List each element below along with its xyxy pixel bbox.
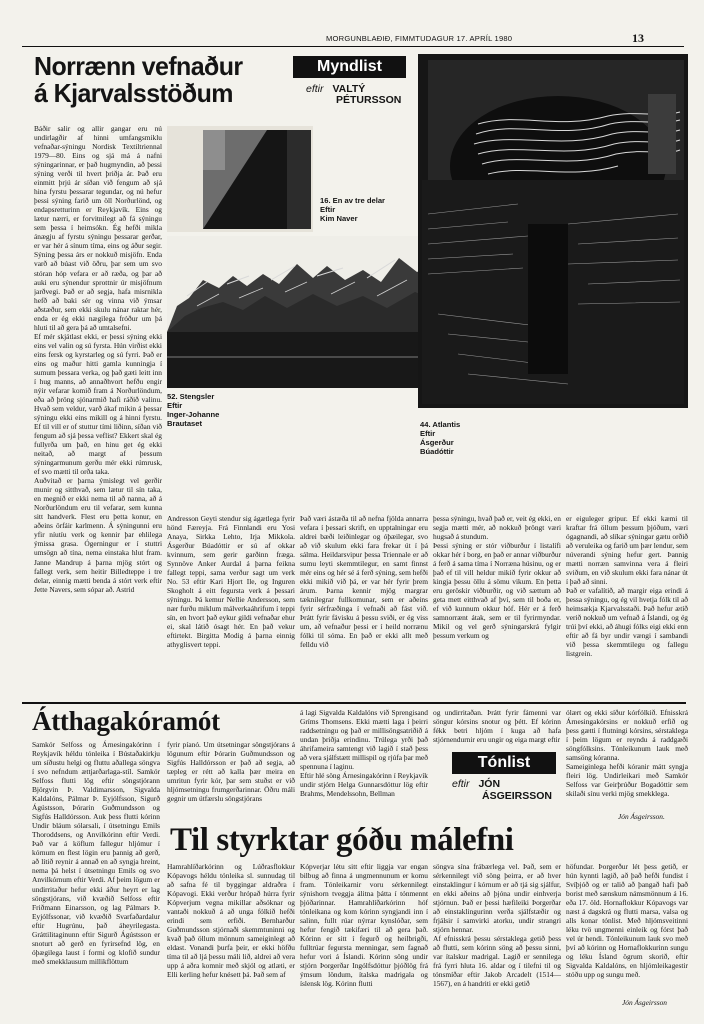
caption-52-name2: Brautaset: [167, 419, 203, 429]
caption-16-title: 16. En av tre delar: [320, 196, 386, 205]
article1-col2: Andresson Geyti stendur sig ágætlega fyrir hönd Færeyja. Frá Finnlandi eru Yosi Anaya, Sirkka Lehto, Irja Mikkola. Ásgerður Búadóttir er sú af okkar kvinnum, sem gerir garðinn fræga. Synnöve Anker Aurdal á þarna feikna fallegt teppi, sama verður sagt um verk No. 53 eftir Kari Hjort Ile, og Inguren Skogholt á eitt fegursta verk á þessari sýningu. Þá kemur Nellie Andersson, sem nær furðu miklum málverkaáhrifum í teppi sín, en hvort það eykur gildi vefnaðar ehur ei, skal látið ósagt hér. En það vekur eftirtekt. Birgitta Modig á þarna einnig athyglisvert teppi.: [167, 514, 295, 650]
caption-52-title: 52. Stengsler: [167, 392, 215, 401]
figure-44-image: [418, 54, 688, 408]
caption-52: [167, 392, 287, 428]
article1-col4: þessa sýningu, hvað það er, veit ég ekki, en segja mætti mér, að nokkuð þröngt væri hugsað á stundum. Þessi sýning er stór viðburður í listalífi okkar hér í borg, en það er annar viðburður á ferð á sama tíma í Norræna húsinu, og er það ef til vill heldur mikið fyrir okkur að kingja þessu öllu á sömu vikum. En þetta eru geröskir viðburðir, og við sættum að geta mett eitthvað af því, sem til boða er, ef við kunnum okkur hóf. Hér er á ferð samnorrænt átak, sem er til fyrirmyndar. Mikil og vel gerð sýningarskrá fylgir þessum verkum og: [433, 514, 561, 641]
caption-16: [320, 196, 416, 223]
byline2-name2: ÁSGEIRSSON: [482, 790, 553, 802]
article2-byline: [452, 778, 552, 802]
header-rule: [22, 46, 684, 47]
article-divider: [22, 702, 686, 704]
article3-col3: söngva sína frábærlega vel. Það, sem er sérkennilegt við söng þeirra, er að hver einstaklingur í kórnum er að tjá sig sjálfur, en ekki aðeins að þjóna undir einhverja stjórnun. Það er þessi hæfileiki Þorgerðar að einstaklingurinn verða sjálfstæðir og frjálsir í samvirki atorku, undir strangri stjórn hennar. Af efnisskrá þessu sérstaklega getið þess að flutti, sem kórinn söng að þessu sinni, var ítalskur madrigal. Lagið er sennilega frá fyrri hluta 16. aldar og í tilefni til og tónsmíðar eftir Jakob Arcadelt (1514—1567), en á handriti er ekki getið: [433, 862, 561, 989]
tonlist-label: Tónlist: [452, 752, 556, 774]
article2-signature: Jón Ásgeirsson.: [618, 812, 665, 821]
byline2-prefix: eftir: [452, 778, 470, 790]
article1-title-line2: á Kjarvalsstöðum: [34, 78, 233, 108]
caption-44-by: Eftir: [420, 429, 436, 439]
byline-prefix: eftir: [306, 83, 324, 95]
caption-44-name2: Búadóttir: [420, 447, 454, 457]
caption-44-title: 44. Atlantis: [420, 420, 461, 429]
article1-title: [34, 53, 293, 107]
article2-col2: fyrir píanó. Um útsetningar söngstjórans á lögunum eftir Þórarin Guðmundsson og Sigfús Halldórsson er það að segja, að tæpleg er rétt að kalla þær meira en umritun fyrir kór, þar sem stuðst er við hljómsetningu frumgerðarinnar. Öðru máli gegnir um útfærslu söngstjórans: [167, 740, 295, 804]
article3-col1: Hamrahlíðarkórinn og Lúðrasflokkur Kópavogs héldu tónleika sl. sunnudag til að safna fé til byggingar aldraðra í Kópavogi. Ekki verður hrópað húrra fyrir Kópverjum vegna mikillar aðsóknar og vantaði nokkuð á að unga fólkið hefði erindi sem erfiði. Bernharður Guðmundsson stjórnaði skemmtuninni og kvað það öllum mönnum sameiginlegt að eldast. Vonandi þurfa þeir, er ekki höfðu tíma til að ljá þessu máli lið, aldrei að vera upp á aðra komnir með skjól og atlæti, er Elli kerling hefur knésett þá. Það sem af: [167, 862, 295, 980]
figure-16-image: [167, 126, 313, 232]
article2-col4: og undirritaðan. Þrátt fyrir fámenni var söngur kórsins snotur og þétt. Ef kórinn fékk betri hljóm í kuga að hafa stjórnendurnir eru ungir og eiga margt eftir: [433, 708, 561, 745]
article3-signature: Jón Ásgeirsson: [622, 998, 667, 1007]
caption-44: [420, 420, 520, 456]
masthead-date: MORGUNBLAÐIÐ, FIMMTUDAGUR 17. APRÍL 1980: [326, 34, 513, 43]
article3-col4: höfundar. Þorgerður lét þess getið, er hún kynnti lagið, að það hefði fundist í Svíþjóð og er talið að þangað hafi það borist með sænskum námsmönnum á 16. eða 17. öld. Hornaflokkur Kópavogs var næst á dagskrá og flutti marsa, valsa og alls konar tónlist. Með hljómsveitinni léku tvö ungmenni einleik og fórst það vel úr hendi. Tónleikunum lauk svo með því að kórinn og Hornaflokkurinn sungu og léku Ísland ögrum skorið, eftir Sigvalda Kaldalóns, en hljómleikagestir stóðu upp og sungu með.: [566, 862, 688, 980]
article2-col3: á lagi Sigvalda Kaldalóns við Sprengisand Gríms Thomsens. Ekki mætti laga í þeirri raddsetningu og það er millisöngsatriðið á undan þriðja erindinu. Trúlega yrði það áhrifameira samtengt við lagið í stað þess að vera sjálfstætt millispil og rjúfa þar með spennuna í laginu. Eftir hlé söng Árnesingakórinn í Reykjavík undir stjórn Helga Gunnarsdóttur lög eftir Brahms, Mendelssohn, Bellman: [300, 708, 428, 799]
article3-title: Til styrktar góðu málefni: [170, 822, 514, 858]
article1-byline: [306, 84, 401, 106]
article2-col1: Samkór Selfoss og Árnesingakórinn í Reykjavík héldu tónleika í Bústaðakirkju um síðustu helgi og fluttu aðallega söngva í svo nefndum ættjarðarlaga-stíl. Samkór Selfoss flutti lög eftir söngstjórann Björgvin Þ. Valdimarsson, Sigvalda Kaldalóns, Pálmar Þ. Eyjólfsson, Sigurð Ágústsson, Þórarin Guðmundsson og Sigfús Halldórsson. Auk þess flutti kórinn Undir bláum sólarsali, í útsetningu Emils Thoroddsens, og Anvilkórinn eftir Verdi. Það var á köflum fallegur hljómur í kórnum en flest lögin eru þannig að gerð, að lítið reynir á annað en að syngja hreint, nema þá helst í útsetningu Emils og svo Anvilkórnum eftir Verdi. Af þeim lögum er undirritaður hefur ekki áður heyrt er lag söngstjórans, við kvæðið Selfoss eftir Friðmann Einarsson, og lag Pálmars Þ. Eyjólfssonar, við kvæðið Svarfaðardalur eftir Hugrúnu, það áheyrilegasta. Gráttilitaginunn eftir Sigurð Ágústsson er snoturt að gerð en fyrirsefnd lög, en óþægilega laust í formi og klofið sundur með smekklausum millikflöttum: [32, 740, 160, 966]
article1-col3: Það væri ástæða til að nefna fjölda annarra vefara í þessari skrift, en upptalningar eru aldrei bæði leiðinlegar og óþæilegar, svo að við skulum ekki fara frekar út í þá sálma. Heildarsvipur þessa Triennale er að sumu leyti skemmtilegur, en samt finnst mér eins og hér sé á ferð sýning, sem hefði ekki mikið við þá, er var hér fyrir þrem árum. Þarna kennir mjög margrar tæknilegrar fullkomunar, sem er aðeins fyrir sérfræðinga í vefnaði að fást við. Þrátt fyrir fávisku á þessu sviði, er ég viss um, að vefnaður þessi er í heild norrænu fólki til sóma. En það er ekki allt með felldu við: [300, 514, 428, 650]
caption-16-by: Eftir: [320, 205, 336, 215]
article2-title: Átthagakóramót: [32, 706, 220, 736]
byline2-name1: JÓN: [478, 778, 501, 790]
article1-col5: er eiguleger gripur. Ef ekki kæmi til kraftar frá öllum þessum þjóðum, væri ógagnandi, að slíkar sýningar gætu orðið að veruleika og farið um þær lendur, sem núverandi sýning hefur gert. Þannig mætti norræn samvinna vera á fleiri sviðum, en við skulum ekki fara nánar út í það að sinni. Það er vafalítið, að margir eiga erindi á þessa sýningu, og ég vil hvetja fólk til að heimsækja Kjarvalsstaði. Það hefur ætíð verið nokkuð um vefnað á Íslandi, og ég trúi því ekki, að áhugi fólks eigi ekki enn eftir að fá byr undir vængi í sambandi við þessa skemmtilegu og fallegu listgrein.: [566, 514, 688, 659]
caption-16-name: Kim Naver: [320, 214, 358, 224]
figure-52-image: [167, 236, 435, 388]
byline-name1: VALTÝ: [332, 83, 366, 95]
article1-title-line1: Norrænn vefnaður: [34, 51, 243, 81]
caption-44-name: Ásgerður: [420, 438, 454, 448]
byline-name2: PÉTURSSON: [336, 94, 402, 106]
myndlist-label: Myndlist: [293, 56, 406, 78]
page-number: 13: [632, 31, 644, 45]
article3-col2: Kópverjar létu sitt eftir liggja var engan bilbug að finna á ungmennunum er komu fram. Tónleikarnir voru sérkennilegt sýnishorn tveggja álitna þátta í tónmennt þjóðarinnar. Hamrahlíðarkórinn hóf tónleikana og kom kórinn syngjandi inn í salinn, fullt rúar nýrrar kynslóðar, sem hefur fengið tækifæri til að gera það. Kórinn er sitt í fegurð og heilbrigði, fulltrúar fegursta menningar, sem fagnað hefur vori á Íslandi. Kórinn söng undir stjórn Þorgerðar Ingólfsdóttur þjóðlög frá ýmsum löndum, ítalska madrigala og íslensk lög. Kórinn flutti: [300, 862, 428, 989]
article2-col5: ólært og ekki síður kórfólkið. Efnisskrá Árnesingakórsins er nokkuð erfið og þess gætti í flutningi kórsins, sérstaklega í þeim lögum er reyndu á raddgæði söngfólksins. Tónleikunum lauk með samsöng kóranna. Sameiginlega hefði kóranir mátt syngja fleiri lög. Undirleikari með Samkór Selfoss var Geirþrúður Bogadóttir sem skilaði sínu verki mjög smekklega.: [566, 708, 688, 799]
caption-52-name: Inger-Johanne: [167, 410, 220, 420]
page-header: [20, 30, 686, 46]
article1-col1: Báðir salir og allir gangar eru nú undirlagðir af hinni umfangsmiklu vefnaðar-sýningu Nordisk Textiltriennal 1979—80. Eins og sjá má á nafni sýningarinnar, er það hugmyndin, að þessi sýning verði til hvert þriðja ár. Það eru einmitt þrjú ár síðan við fengum að sjá hina fyrstu þessarar tegundar, og nú hefur þessi sýning farið um öll Norðurlönd, og endapsretturinn er Reykjavík. Eins og lætur nærri, er forvitnilegt að fá sýningu sem þessa í heimsókn. Ég hefði mikla ánægju af fyrstu sýningu þessarar gerðar, er var hér á sínum tíma, eins og áður segir. Sýning þessa árs er nokkuð misjöfn. Enda varð að búast við öðru, þar sem um svo stóran hóp vefara er að ræða, og þar að auki eru sýnendur sprottnir úr misjöfnum jarðvegi. Það er að segja, hafa misrnikla hefð að baki sér og vinna við ýmsar aðstæður, sem ekki skulu nánar raktar hér, enda er ég ekki nægilega fróður um þá hluti til að gera þá að umtalsefni. Ef mér skjátlast ekki, er þessi sýning ekki eins vel valin og sú fyrsta. Hún virðist ekki eins fersk og kyrstarleg og sú fyrri. Það er eins og maður hitti gamla kunningja í sumum þessara verka, og það gæti leitt inn í hug manns, að annaðhvort hefðu engir nýir vefarar komið fram á Norðurlöndum, eða að þröng sjónarmið hafi ráðið valinu. Hvað sem veldur, varð ákaf mikin á þessar sýningu ekki eins mikill og á hinni fyrstu. Ef til vill er of stuttur tími liðinn, síðan við fengum að sjá þessa veflist? Ekkert skal ég fullyrða um það, en hinu get ég ekki neitað, að margt af þessum sýningarmunum gerðu mér ekki rúmrusk, ef svo mætti til orða taka. Auðvitað er þarna ýmislegt vel gerðir munir og sitthvað, sem lætur til sín taka, en megnið er ekki nema til að nanna, að á Norðurlöndum eru til vefarar, sem kunna sitt handverk. Flest eru þetta konur, en aðeins örfáir karlmenn. Á sýningunni eru yfir níutíu verk og kennir þar ehlilega ýmissa grasa. Ógerningur er í stuttri umsögn að tína, nema einstaka hlut fram. Janne Mandrup á þarna mjög stórt og fallegt verk, sem heitir Billedteppe i tre delar, einnig mætti benda á stórt verk eftir Jette Navers, sem sópar að. Astrid: [34, 124, 162, 594]
caption-52-by: Eftir: [167, 401, 183, 411]
